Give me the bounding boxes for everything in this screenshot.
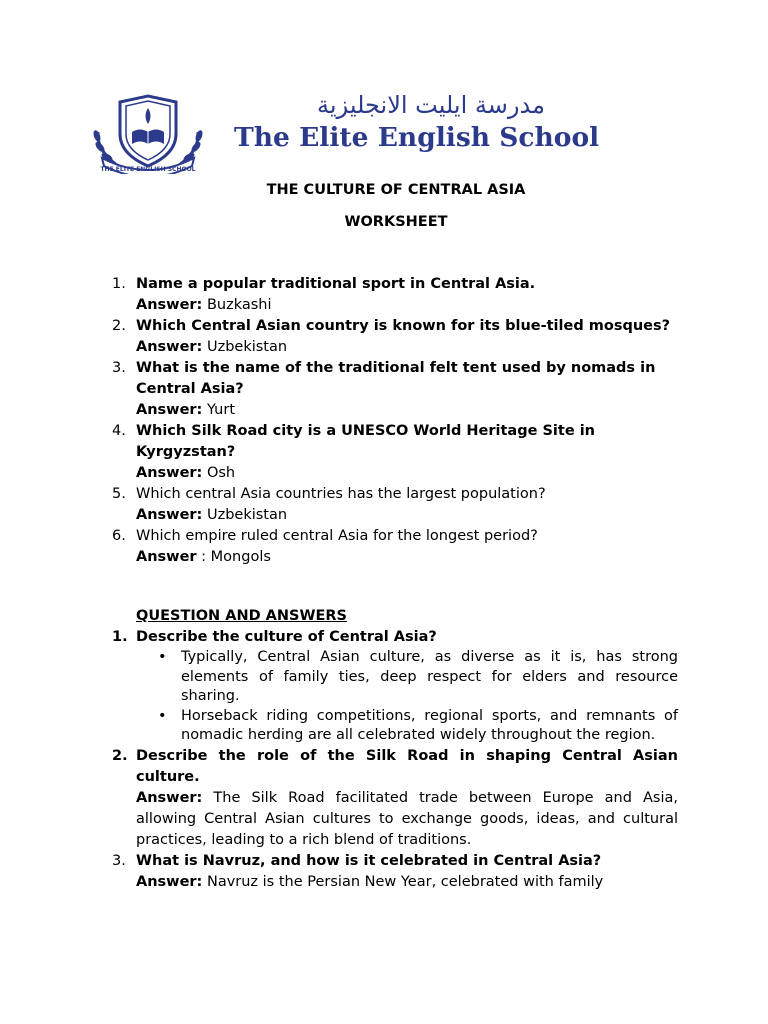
answer-label: Answer: bbox=[136, 789, 203, 806]
answer-text: Uzbekistan bbox=[202, 339, 288, 355]
item-number: 3. bbox=[112, 360, 126, 376]
question-text: Describe the culture of Central Asia? bbox=[136, 629, 437, 645]
bullet-list bbox=[136, 648, 678, 746]
qa-item bbox=[112, 746, 678, 851]
quiz-item bbox=[112, 526, 678, 568]
page-subtitle: WORKSHEET bbox=[344, 214, 448, 230]
bullet-icon: • bbox=[158, 707, 167, 724]
qa-item bbox=[112, 627, 678, 746]
question-text: Which Central Asian country is known for its blue-tiled mosques? bbox=[136, 318, 671, 334]
quiz-item bbox=[112, 274, 678, 316]
question-text: Which Silk Road city is a UNESCO World Heritage Site in Kyrgyzstan? bbox=[136, 423, 595, 460]
answer-text: Osh bbox=[202, 465, 236, 481]
answer-label: Answer: bbox=[136, 465, 203, 481]
crest-ribbon-text: THE ELITE ENGLISH SCHOOL bbox=[100, 166, 196, 173]
answer-text: The Silk Road facilitated trade between Europe and Asia, allowing Central Asian cultures to exchange goods, ideas, and cultural practices, leading to a rich blend of traditions. bbox=[136, 789, 678, 848]
answer-label: Answer: bbox=[136, 297, 203, 313]
item-number: 1. bbox=[112, 276, 126, 292]
question-text: Describe the role of the Silk Road in shaping Central Asian culture. bbox=[136, 747, 678, 785]
item-number: 6. bbox=[112, 528, 126, 544]
school-crest-icon bbox=[88, 92, 208, 174]
bullet-item bbox=[136, 707, 678, 746]
item-number: 1. bbox=[112, 629, 128, 645]
question-text: Which empire ruled central Asia for the longest period? bbox=[136, 528, 538, 544]
item-number: 2. bbox=[112, 318, 126, 334]
bullet-text: Typically, Central Asian culture, as diverse as it is, has strong elements of family ties, deep respect for elders and resource sharing. bbox=[181, 649, 678, 704]
answer-label: Answer: bbox=[136, 339, 203, 355]
item-number: 5. bbox=[112, 486, 126, 502]
answer-label: Answer: bbox=[136, 873, 203, 890]
page-title: THE CULTURE OF CENTRAL ASIA bbox=[266, 182, 526, 198]
quiz-item bbox=[112, 316, 678, 358]
quiz-list bbox=[112, 274, 678, 568]
item-number: 3. bbox=[112, 852, 126, 869]
question-text: What is Navruz, and how is it celebrated in Central Asia? bbox=[136, 852, 602, 869]
bullet-icon: • bbox=[158, 649, 167, 665]
answer-label: Answer: bbox=[136, 402, 203, 418]
section-heading: QUESTION AND ANSWERS bbox=[136, 608, 347, 624]
answer-label: Answer: bbox=[136, 507, 203, 523]
qa-list bbox=[112, 627, 678, 893]
answer-line bbox=[136, 507, 287, 523]
answer-line bbox=[136, 549, 271, 565]
answer-line bbox=[136, 402, 235, 418]
quiz-item bbox=[112, 484, 678, 526]
qa-section bbox=[112, 606, 678, 893]
answer-line bbox=[136, 297, 272, 313]
question-text: Name a popular traditional sport in Central Asia. bbox=[136, 276, 536, 292]
school-name-arabic: مدرسة ايليت الانجليزية bbox=[317, 91, 545, 119]
quiz-item bbox=[112, 421, 678, 484]
answer-label: Answer bbox=[136, 549, 197, 565]
answer-text: Yurt bbox=[202, 402, 235, 418]
school-name: The Elite English School bbox=[234, 122, 600, 153]
bullet-text: Horseback riding competitions, regional sports, and remnants of nomadic herding are all celebrated widely throughout the region. bbox=[181, 707, 678, 743]
quiz-item bbox=[112, 358, 678, 421]
answer-text: Buzkashi bbox=[202, 297, 272, 313]
school-header bbox=[88, 88, 648, 174]
answer-line bbox=[136, 339, 287, 355]
question-text: Which central Asia countries has the largest population? bbox=[136, 486, 546, 502]
bullet-item bbox=[136, 648, 678, 707]
qa-item bbox=[112, 851, 678, 893]
item-number: 2. bbox=[112, 747, 128, 764]
answer-text: Uzbekistan bbox=[202, 507, 288, 523]
answer-text: : Mongols bbox=[196, 549, 271, 565]
item-number: 4. bbox=[112, 423, 126, 439]
answer-line bbox=[136, 465, 235, 481]
question-text: What is the name of the traditional felt tent used by nomads in Central Asia? bbox=[136, 360, 656, 397]
answer-text: Navruz is the Persian New Year, celebrated with family bbox=[202, 873, 604, 890]
